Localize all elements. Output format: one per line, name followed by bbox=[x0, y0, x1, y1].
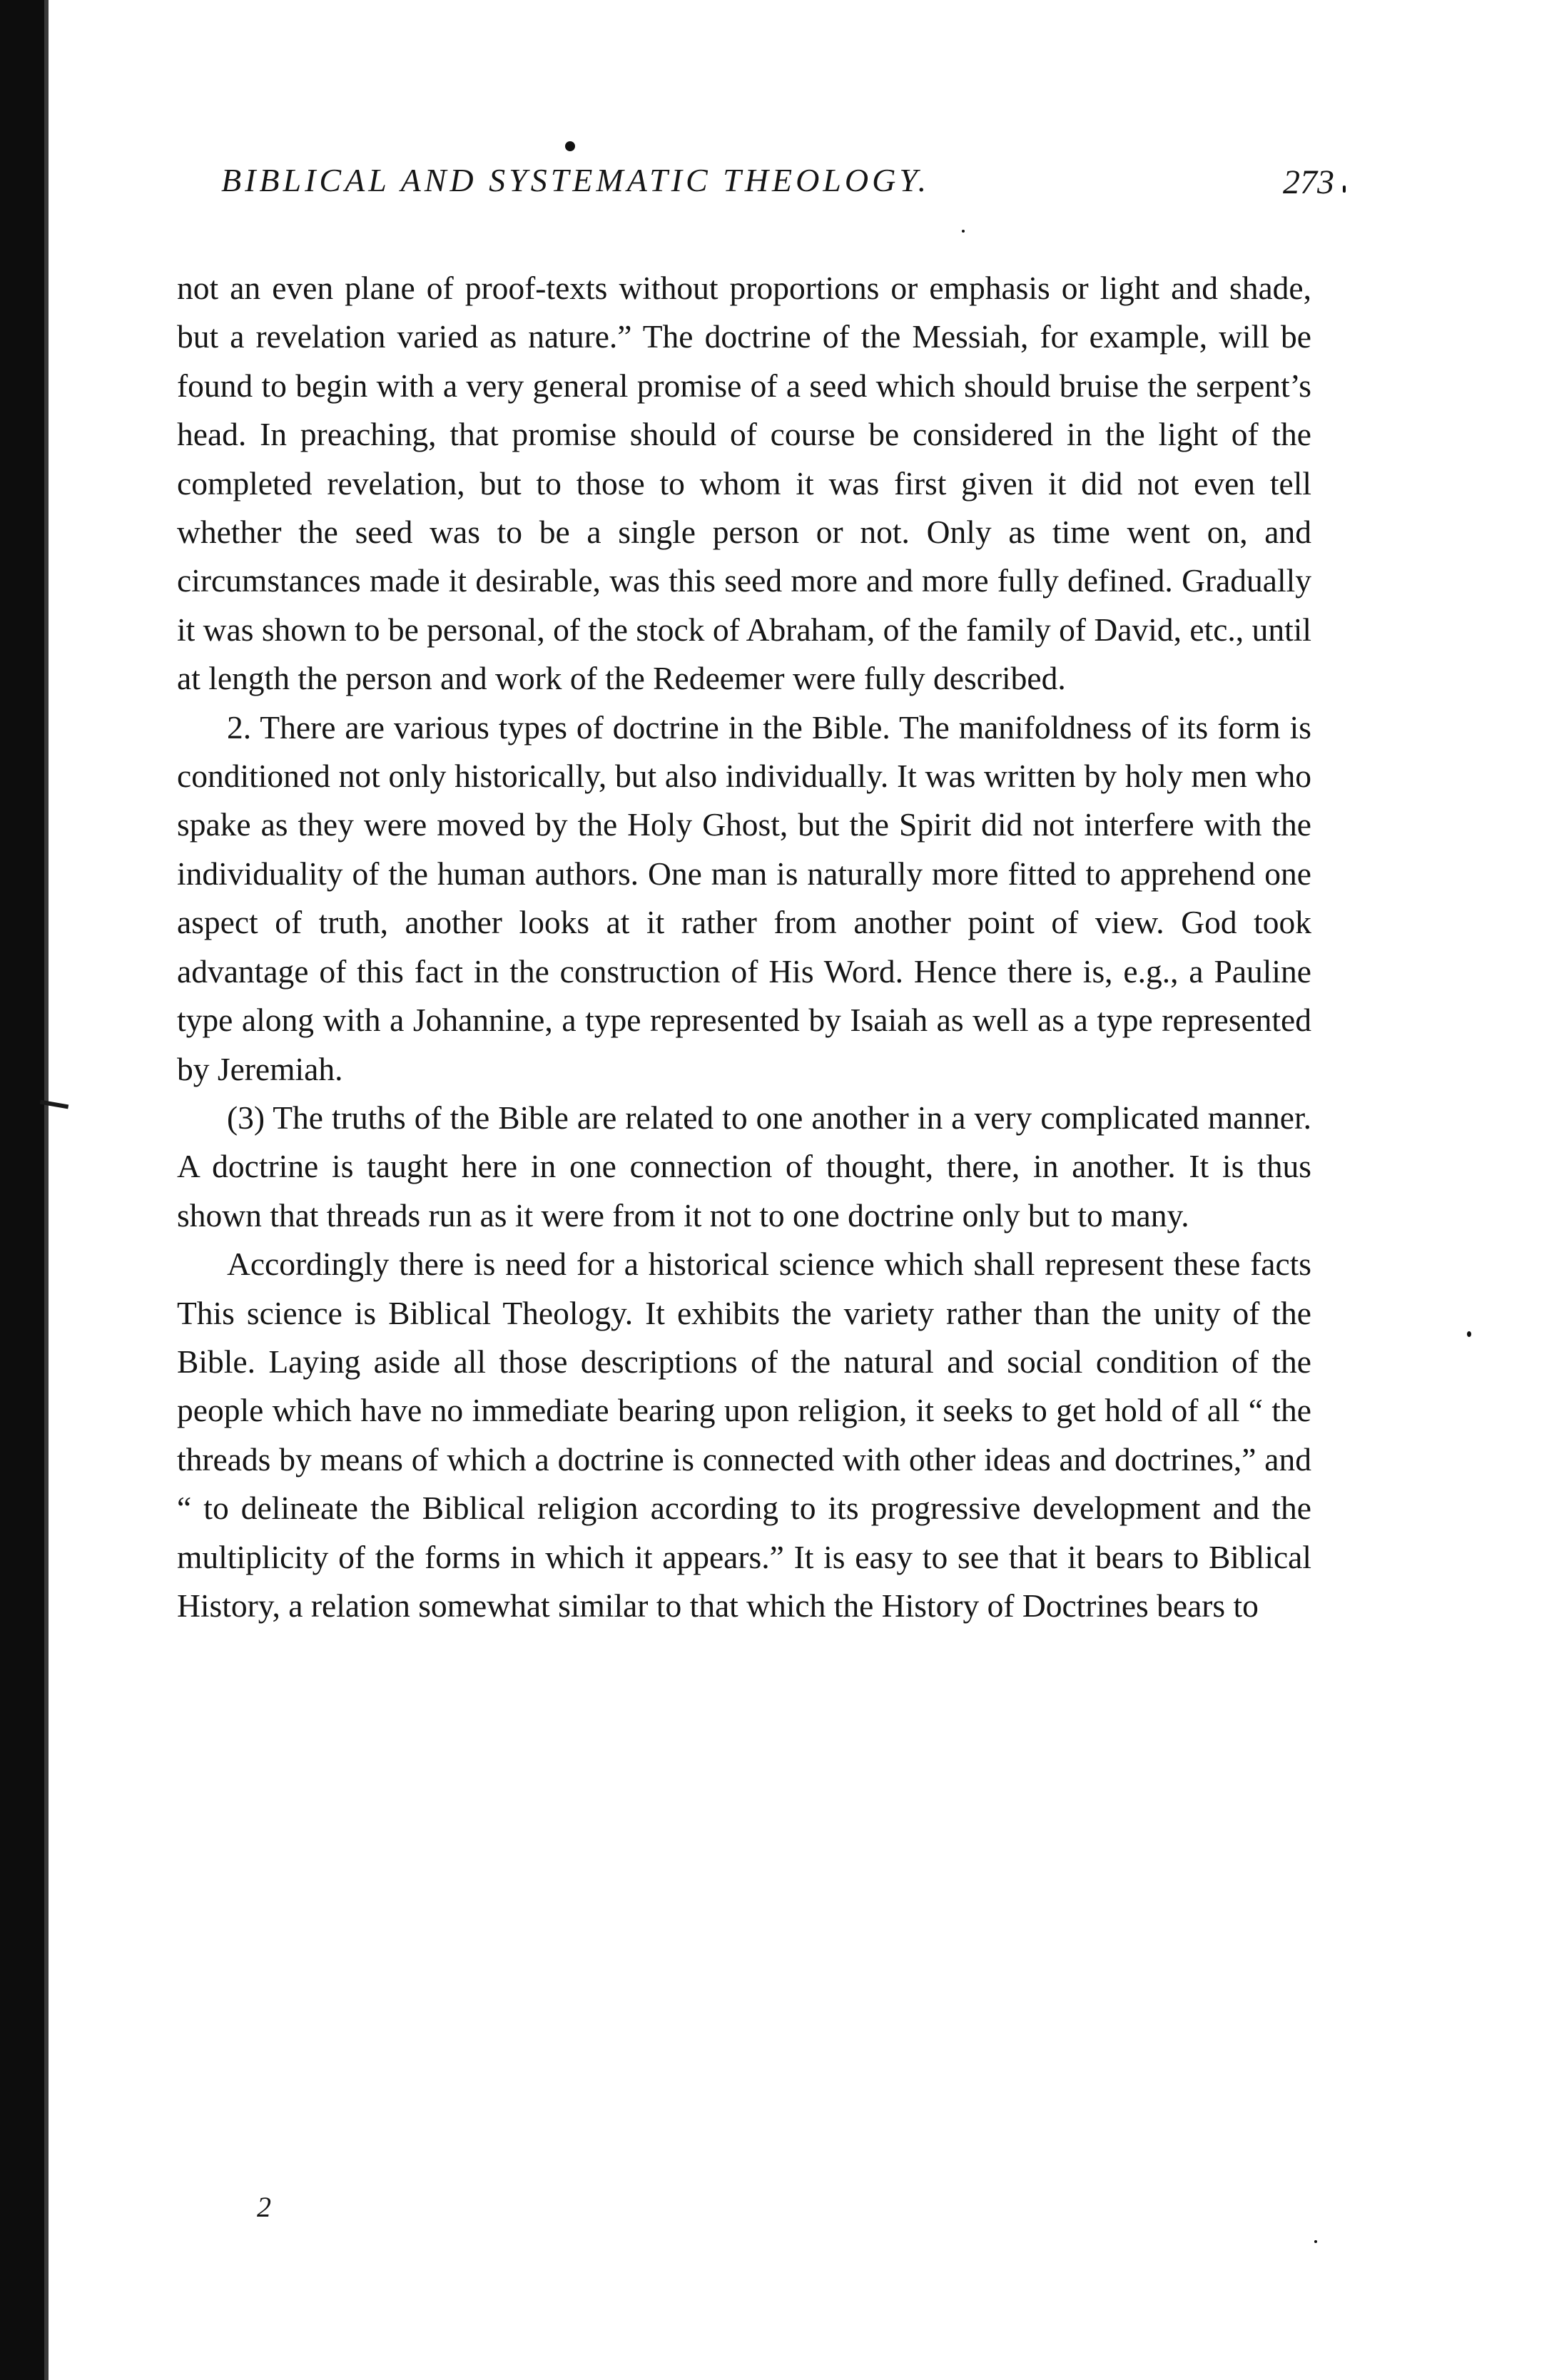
signature-mark: 2 bbox=[257, 2191, 271, 2223]
ink-dot bbox=[565, 141, 575, 151]
page-header bbox=[221, 161, 1334, 211]
page-number: 273 bbox=[1283, 163, 1334, 201]
ink-speck bbox=[962, 230, 965, 233]
scan-edge bbox=[0, 0, 44, 2380]
scan-edge-shadow bbox=[44, 0, 49, 2380]
ink-speck bbox=[1467, 1331, 1471, 1337]
running-head: BIBLICAL AND SYSTEMATIC THEOLOGY. bbox=[221, 162, 930, 198]
paragraph-types-of-doctrine: 2. There are various types of doctrine in the Bible. The manifoldness of its form is conditioned not only historically, but also individually. It was written by holy men who spake as they were moved by the Holy Ghost, but the Spirit did not interfere with the individuality of the human authors. One man is naturally more fitted to apprehend one aspect of truth, another looks at it rather from another point of view. God took advantage of this fact in the construction of His Word. Hence there is, e.g., a Pauline type along with a Johannine, a type represented by Isaiah as well as a type represented by Jeremiah. bbox=[177, 708, 1311, 1087]
body-text bbox=[177, 264, 1311, 1630]
paragraph-biblical-theology: Accordingly there is need for a historical science which shall represent these facts This science is Biblical Theology. It exhibits the variety rather than the unity of the Bible. Laying aside all those descriptions of the natural and social condition of the people which have no immediate bearing upon religion, it seeks to get hold of all “ the threads by means of which a doctrine is connected with other ideas and doctrines,” and “ to delineate the Biblical religion according to its progressive development and the multiplicity of the forms in which it appears.” It is easy to see that it bears to Biblical History, a relation somewhat similar to that which the History of Doctrines bears to bbox=[177, 1246, 1311, 1624]
ink-speck bbox=[1314, 2240, 1317, 2243]
paragraph-continuation: not an even plane of proof-texts without proportions or emphasis or light and shade, but a revelation varied as nature.” The doctrine of the Messiah, for example, will be found to begin with a very general promise of a seed which should bruise the serpent’s head. In preaching, that promise should of course be considered in the light of the completed revelation, but to those to whom it was first given it did not even tell whether the seed was to be a single person or not. Only as time went on, and circumstances made it desirable, was this seed more and more fully defined. Gradually it was shown to be personal, of the stock of Abraham, of the family of David, etc., until at length the person and work of the Redeemer were fully described. bbox=[177, 270, 1311, 697]
paragraph-truths-related: (3) The truths of the Bible are related to one another in a very complicated manner. A doctrine is taught here in one connection of thought, there, in another. It is thus shown that threads run as it were from it not to one doctrine only but to many. bbox=[177, 1099, 1311, 1234]
ink-speck bbox=[1343, 185, 1346, 193]
